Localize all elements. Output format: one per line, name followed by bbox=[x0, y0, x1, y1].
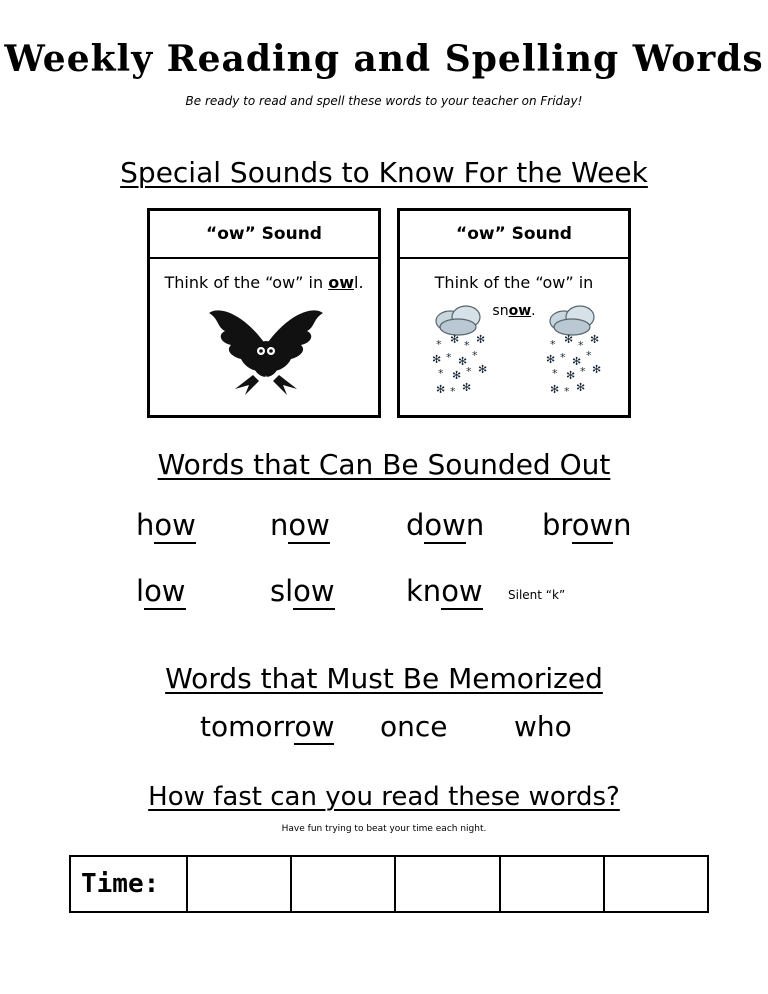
svg-text:*: * bbox=[586, 349, 592, 362]
svg-text:✻: ✻ bbox=[590, 333, 600, 346]
svg-text:✻: ✻ bbox=[592, 363, 602, 376]
svg-text:✻: ✻ bbox=[478, 363, 488, 376]
word-brown: brown bbox=[542, 508, 632, 542]
snow-cloud-icon bbox=[430, 303, 490, 403]
word-down: down bbox=[406, 508, 485, 542]
memorized-heading: Words that Must Be Memorized bbox=[165, 662, 603, 695]
word-know: know bbox=[406, 574, 483, 608]
owl-icon bbox=[205, 305, 327, 397]
svg-text:*: * bbox=[552, 367, 558, 380]
svg-text:*: * bbox=[464, 339, 470, 352]
time-table bbox=[69, 855, 709, 913]
snow-cloud-icon bbox=[544, 303, 604, 403]
word-how: how bbox=[136, 508, 196, 542]
word-once: once bbox=[380, 710, 448, 743]
page-subtitle: Be ready to read and spell these words to your teacher on Friday! bbox=[185, 94, 583, 108]
time-cell-4[interactable] bbox=[500, 856, 604, 912]
speed-heading: How fast can you read these words? bbox=[148, 782, 620, 812]
svg-text:✻: ✻ bbox=[458, 355, 468, 368]
box-text: Think of the “ow” in owl. bbox=[164, 273, 364, 292]
word-who: who bbox=[514, 710, 572, 743]
svg-text:✻: ✻ bbox=[432, 353, 442, 366]
svg-text:✻: ✻ bbox=[476, 333, 486, 346]
svg-text:*: * bbox=[446, 351, 452, 364]
svg-text:✻: ✻ bbox=[452, 369, 462, 382]
word-now: now bbox=[270, 508, 330, 542]
box-header: “ow” Sound bbox=[150, 211, 378, 259]
svg-text:✻: ✻ bbox=[462, 381, 472, 394]
svg-text:✻: ✻ bbox=[564, 333, 574, 346]
page-title: Weekly Reading and Spelling Words bbox=[4, 38, 764, 80]
svg-text:*: * bbox=[436, 338, 442, 351]
svg-text:✻: ✻ bbox=[566, 369, 576, 382]
box-header: “ow” Sound bbox=[400, 211, 628, 259]
svg-text:✻: ✻ bbox=[436, 383, 446, 396]
word-low: low bbox=[136, 574, 186, 608]
word-slow: slow bbox=[270, 574, 335, 608]
time-cell-2[interactable] bbox=[291, 856, 395, 912]
silent-k-note: Silent “k” bbox=[508, 588, 566, 602]
svg-text:*: * bbox=[450, 385, 456, 398]
sounded-out-heading: Words that Can Be Sounded Out bbox=[157, 448, 611, 481]
svg-text:✻: ✻ bbox=[450, 333, 460, 346]
svg-text:*: * bbox=[438, 367, 444, 380]
svg-text:*: * bbox=[564, 385, 570, 398]
time-label: Time: bbox=[70, 856, 187, 912]
ow-sound-box-snow bbox=[397, 208, 631, 418]
svg-text:*: * bbox=[466, 365, 472, 378]
svg-text:*: * bbox=[560, 351, 566, 364]
ow-sound-box-owl bbox=[147, 208, 381, 418]
svg-text:✻: ✻ bbox=[576, 381, 586, 394]
special-sounds-heading: Special Sounds to Know For the Week bbox=[120, 156, 648, 189]
svg-text:✻: ✻ bbox=[572, 355, 582, 368]
speed-hint: Have fun trying to beat your time each night. bbox=[281, 824, 487, 834]
time-cell-1[interactable] bbox=[187, 856, 291, 912]
time-cell-5[interactable] bbox=[604, 856, 708, 912]
svg-text:*: * bbox=[578, 339, 584, 352]
word-tomorrow: tomorrow bbox=[200, 710, 335, 743]
svg-text:✻: ✻ bbox=[550, 383, 560, 396]
box-text: Think of the “ow” in snow. bbox=[434, 273, 594, 319]
svg-text:*: * bbox=[580, 365, 586, 378]
time-cell-3[interactable] bbox=[395, 856, 499, 912]
svg-text:*: * bbox=[472, 349, 478, 362]
svg-text:*: * bbox=[550, 338, 556, 351]
svg-text:✻: ✻ bbox=[546, 353, 556, 366]
